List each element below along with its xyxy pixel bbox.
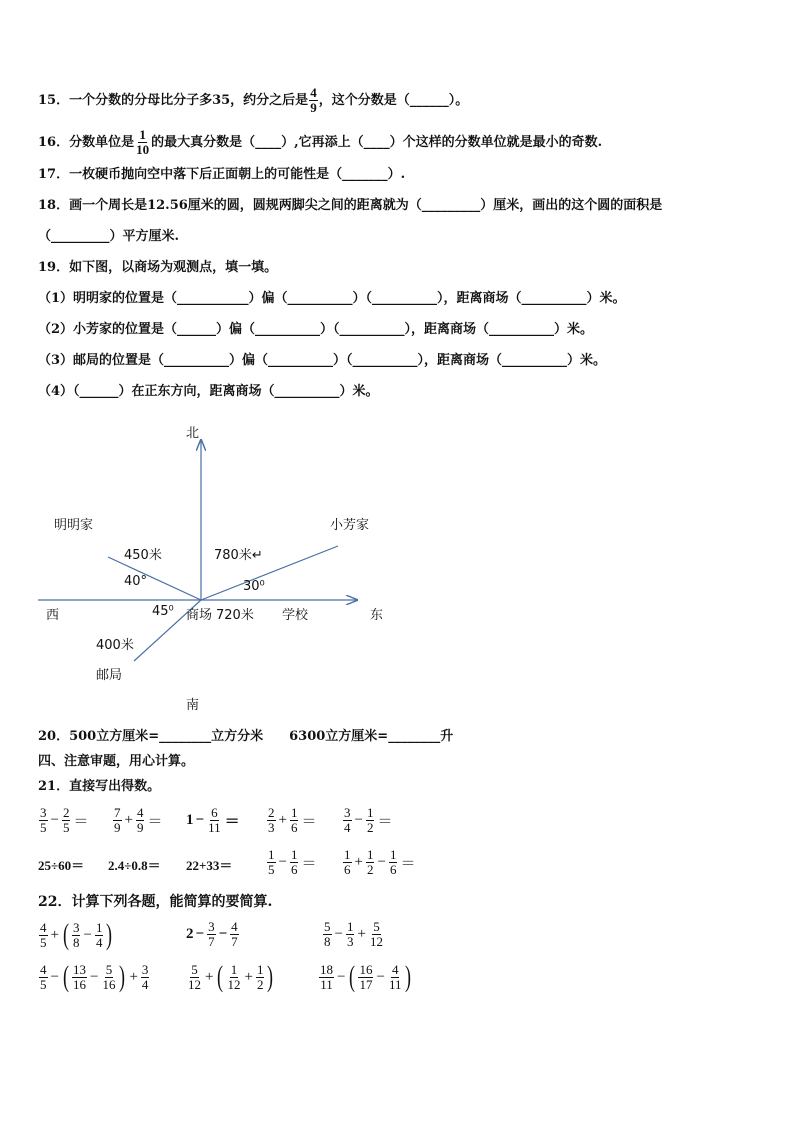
xiaofang-home-label: 小芳家 (330, 518, 370, 533)
distance-450: 450米 (124, 548, 162, 563)
q15-text-end: ，这个分数是（______）。 (318, 93, 469, 108)
calc-10: $\frac{1}{6}$ + $\frac{1}{2}$ − $\frac{1}{6}$ ＝ (344, 847, 416, 877)
q15-text: 15．一个分数的分母比分子多35，约分之后是 (38, 93, 309, 108)
distance-400: 400米 (96, 638, 134, 653)
simplify-1: $\frac{4}{5}$ + ( $\frac{3}{8}$ − $\frac{1}{4}$ ) (40, 918, 113, 951)
question-19-2: （2）小芳家的位置是（______）偏（__________）（__________），距离商场（__________）米。 (38, 322, 594, 337)
denominator: 10 (136, 142, 150, 157)
denominator: 9 (310, 100, 317, 115)
calc-9: $\frac{1}{5}$ − $\frac{1}{6}$ ＝ (268, 847, 317, 877)
angle-45: 45⁰ (152, 604, 174, 619)
question-17: 17．一枚硬币抛向空中落下后正面朝上的可能性是（_______）. (38, 167, 406, 182)
question-19: 19．如下图，以商场为观测点，填一填。 (38, 260, 278, 275)
numerator: 1 (139, 127, 146, 142)
calc-8: 22+33＝ (186, 858, 233, 873)
section-4-title: 四、注意审题，用心计算。 (38, 754, 195, 769)
calc-5: $\frac{3}{4}$ − $\frac{1}{2}$ ＝ (344, 805, 393, 835)
simplify-5: $\frac{5}{12}$ + ( $\frac{1}{12}$ + $\frac{1}{2}$ ) (188, 960, 274, 993)
calc-1: $\frac{3}{5}$ − $\frac{2}{5}$ ＝ (40, 805, 89, 835)
distance-720: 720米 (216, 608, 254, 623)
angle-30: 30⁰ (243, 579, 265, 594)
school-label: 学校 (282, 608, 309, 623)
east-label: 东 (370, 608, 384, 623)
q16-text: 16．分数单位是 (38, 135, 135, 150)
question-18-line2: （_________）平方厘米. (38, 229, 180, 244)
numerator: 4 (310, 85, 317, 100)
calc-7: 2.4÷0.8＝ (108, 858, 161, 873)
question-22: 22．计算下列各题，能简算的要简算. (38, 894, 273, 910)
question-19-4: （4）（______）在正东方向，距离商场（__________）米。 (38, 384, 379, 399)
mingming-ray (108, 557, 201, 600)
question-18-line1: 18．画一个周长是12.56厘米的圆，圆规两脚尖之间的距离就为（_________）厘米，画出的这个圆的面积是 (38, 198, 663, 213)
calc-4: $\frac{2}{3}$ + $\frac{1}{6}$ ＝ (268, 805, 317, 835)
question-21: 21．直接写出得数。 (38, 779, 161, 794)
simplify-6: $\frac{18}{11}$ − ( $\frac{16}{17}$ − $\frac{4}{11}$ ) (320, 960, 412, 993)
calc-2: $\frac{7}{9}$ + $\frac{4}{9}$ ＝ (114, 805, 163, 835)
simplify-3: $\frac{5}{8}$ − $\frac{1}{3}$ + $\frac{5}{12}$ (324, 919, 383, 949)
mall-label: 商场 (186, 608, 213, 623)
mingming-home-label: 明明家 (54, 518, 94, 533)
question-20: 20．500立方厘米=________立方分米 6300立方厘米=________升 (38, 729, 454, 744)
angle-40: 40° (124, 574, 148, 589)
south-label: 南 (186, 698, 200, 713)
calc-3: 1 − $\frac{6}{11}$ ＝ (186, 805, 240, 835)
calc-6: 25÷60＝ (38, 858, 85, 873)
simplify-2: 2 − $\frac{3}{7}$ − $\frac{4}{7}$ (186, 919, 238, 949)
question-19-3: （3）邮局的位置是（__________）偏（__________）（__________），距离商场（__________）米。 (38, 353, 607, 368)
west-label: 西 (46, 608, 60, 623)
north-label: 北 (186, 426, 200, 441)
simplify-4: $\frac{4}{5}$ − ( $\frac{13}{16}$ − $\frac{5}{16}$ ) + $\frac{3}{4}$ (40, 960, 149, 993)
q16-text-end: 的最大真分数是（____）,它再添上（____）个这样的分数单位就是最小的奇数. (151, 135, 603, 150)
distance-780: 780米↵ (214, 548, 263, 563)
question-19-1: （1）明明家的位置是（___________）偏（__________）（__________），距离商场（__________）米。 (38, 291, 626, 306)
post-office-label: 邮局 (96, 668, 123, 683)
